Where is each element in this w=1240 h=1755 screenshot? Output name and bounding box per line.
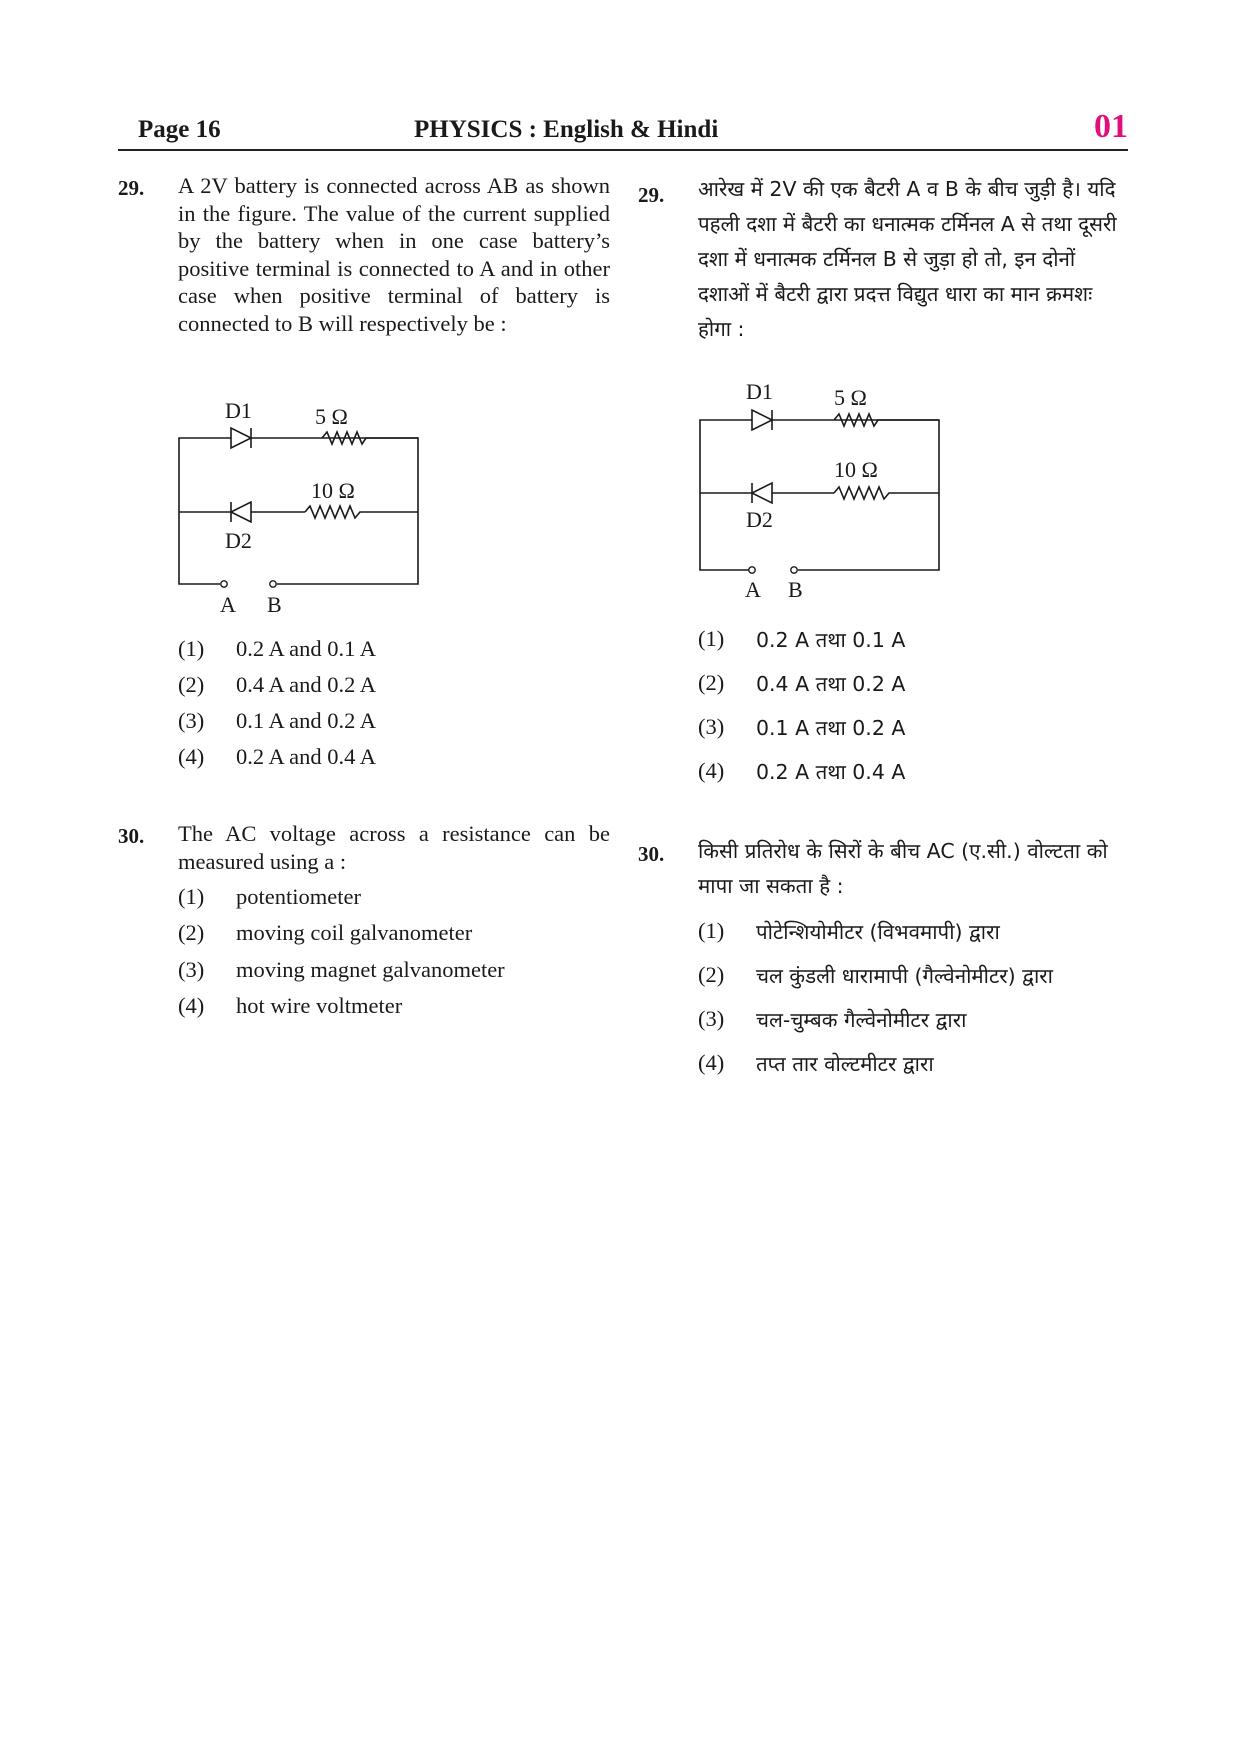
en-q29-text: A 2V battery is connected across AB as shown in the figure. The value of the current supplied by the battery when in one case battery’s positive terminal is connected to A and in other case when positive terminal of battery is connected to B will respectively be : [178,173,610,336]
label-5-ohm: 5 Ω [315,404,348,429]
terminal-a [749,567,755,573]
terminal-a [221,581,227,587]
resistor-10-ohm [834,487,939,499]
en-q29-circuit-diagram [165,390,455,620]
label-d1: D1 [746,379,773,404]
label-d2: D2 [225,528,252,553]
en-q30-number: 30. [118,824,145,848]
label-d1: D1 [225,398,252,423]
label-5-ohm: 5 Ω [834,385,867,410]
hi-q29-circuit-diagram [686,375,976,605]
hi-q30-text: किसी प्रतिरोध के सिरों के बीच AC (ए.सी.) वोल्टता को मापा जा सकता है : [698,839,1108,898]
terminal-b [270,581,276,587]
label-a: A [745,577,761,602]
wire [700,420,752,570]
subject-title: PHYSICS : English & Hindi [414,116,719,143]
label-b: B [788,577,803,602]
diode-d2 [752,483,772,503]
resistor-10-ohm [305,506,418,518]
label-10-ohm: 10 Ω [311,478,355,503]
hi-q30-number: 30. [638,842,665,866]
diode-d1 [231,428,251,448]
en-q30-text: The AC voltage across a resistance can be measured using a : [178,821,610,874]
page-header [118,108,1128,148]
wire [179,438,231,584]
en-q29-number: 29. [118,176,145,200]
header-rule [118,149,1128,151]
page-number: Page 16 [138,116,221,143]
label-a: A [220,592,236,617]
hi-q29-number: 29. [638,183,665,207]
diode-d2 [231,502,251,522]
label-b: B [267,592,282,617]
label-d2: D2 [746,507,773,532]
hi-q29-text: आरेख में 2V की एक बैटरी A व B के बीच जुड़ी है। यदि पहली दशा में बैटरी का धनात्मक टर्मिनल A से तथा दूसरी दशा में धनात्मक टर्मिनल B से जुड़ा हो तो, इन दोनों दशाओं में बैटरी द्वारा प्रदत्त विद्युत धारा का मान क्रमशः होगा : [698,177,1117,341]
wire [798,420,939,570]
label-10-ohm: 10 Ω [834,457,878,482]
terminal-b [791,567,797,573]
diode-d1 [752,410,772,430]
paper-code: 01 [1094,108,1128,145]
